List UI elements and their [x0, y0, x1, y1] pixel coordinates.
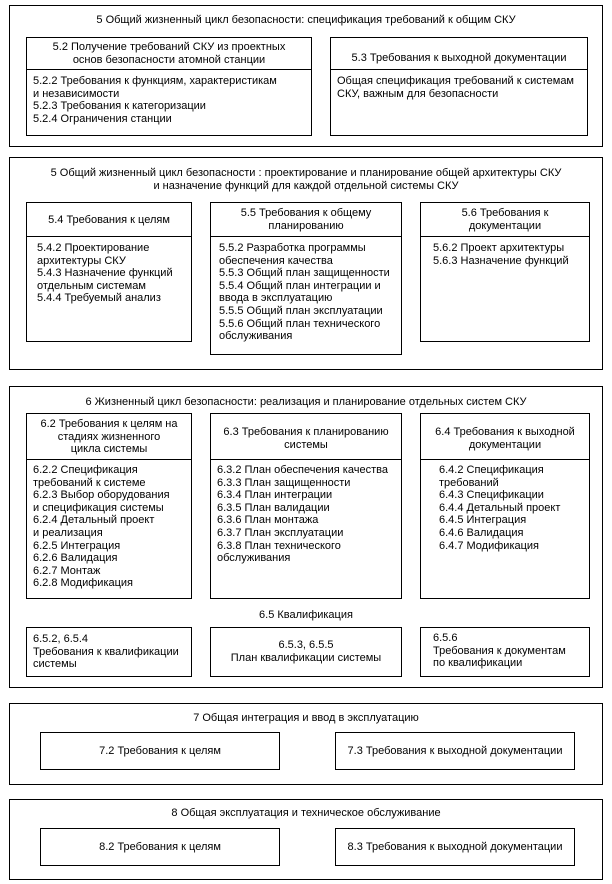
- section-7-integration: [9, 703, 603, 785]
- list-item: 5.5.6 Общий план технического обслуживания: [219, 317, 381, 343]
- box-6-5-2: [26, 627, 192, 677]
- list-item: 6.3.3 План защищенности: [217, 476, 351, 489]
- separator: [211, 459, 401, 460]
- section-6-individual: [9, 386, 603, 688]
- list-item: 6.2.2 Спецификация требований к системе: [33, 464, 146, 489]
- section-5-architecture: [9, 157, 603, 370]
- section-5-specification: [9, 5, 603, 147]
- box-5-2-heading: 5.2 Получение требований СКУ из проектных основ безопасности атомной станции: [52, 41, 286, 66]
- box-5-3-heading: 5.3 Требования к выходной документации: [351, 52, 567, 64]
- separator: [27, 236, 191, 237]
- list-item: 6.4.2 Спецификация требований: [439, 464, 544, 489]
- section-8-operation: [9, 799, 603, 880]
- section-5-specification-title: 5 Общий жизненный цикл безопасности: спецификация требований к общим СКУ: [96, 14, 516, 26]
- box-5-6: [420, 202, 590, 342]
- separator: [421, 459, 589, 460]
- list-item: 5.5.2 Разработка программы обеспечения качества: [219, 242, 366, 267]
- separator: [211, 236, 401, 237]
- separator: [27, 459, 191, 460]
- box-8-3-text: 8.3 Требования к выходной документации: [347, 841, 563, 853]
- box-5-3-body: Общая спецификация требований к системам СКУ, важным для безопасности: [337, 75, 574, 100]
- list-item: 6.4.6 Валидация: [439, 526, 524, 539]
- box-5-4-items: [37, 242, 173, 305]
- list-item: 5.2.3 Требования к категоризации: [33, 100, 206, 113]
- section-7-integration-title: 7 Общая интеграция и ввод в эксплуатацию: [193, 712, 419, 724]
- list-item: 5.4.2 Проектирование архитектуры СКУ: [37, 242, 150, 267]
- separator: [331, 69, 587, 70]
- box-5-5-heading: 5.5 Требования к общему планированию: [240, 207, 372, 232]
- box-6-4: [420, 413, 590, 599]
- box-6-3: [210, 413, 402, 599]
- list-item: 6.4.4 Детальный проект: [439, 501, 561, 514]
- list-item: 6.3.2 План обеспечения качества: [217, 464, 388, 476]
- box-8-2-text: 8.2 Требования к целям: [99, 841, 221, 853]
- list-item: 5.6.2 Проект архитектуры: [433, 242, 565, 254]
- list-item: 6.2.8 Модификация: [33, 577, 134, 590]
- box-5-4-heading: 5.4 Требования к целям: [48, 214, 170, 226]
- box-6-5-3-text: 6.5.3, 6.5.5 План квалификации системы: [230, 639, 382, 664]
- box-7-2: [40, 732, 280, 770]
- qualification-title: 6.5 Квалификация: [259, 609, 353, 621]
- box-5-6-heading: 5.6 Требования к документации: [461, 207, 549, 232]
- box-5-5-items: [219, 242, 390, 343]
- box-6-5-2-text: 6.5.2, 6.5.4 Требования к квалификации системы: [33, 633, 179, 671]
- box-8-3: [335, 828, 575, 866]
- box-5-2-items: [33, 75, 277, 125]
- separator: [27, 69, 311, 70]
- list-item: 5.4.4 Требуемый анализ: [37, 292, 161, 305]
- box-6-5-3: [210, 627, 402, 677]
- list-item: 5.4.3 Назначение функций отдельным системам: [37, 267, 173, 292]
- list-item: 6.4.3 Спецификации: [439, 489, 544, 502]
- list-item: 6.2.4 Детальный проект и реализация: [33, 514, 155, 539]
- list-item: 6.4.7 Модификация: [439, 539, 540, 552]
- list-item: 6.3.6 План монтажа: [217, 514, 319, 527]
- box-5-3: [330, 37, 588, 136]
- box-6-4-heading: 6.4 Требования к выходной документации: [435, 426, 575, 451]
- list-item: 5.5.3 Общий план защищенности: [219, 267, 390, 280]
- list-item: 5.2.2 Требования к функциям, характеристикам и независимости: [33, 75, 277, 100]
- list-item: 5.2.4 Ограничения станции: [33, 112, 172, 125]
- separator: [421, 236, 589, 237]
- box-6-2: [26, 413, 192, 599]
- box-7-2-text: 7.2 Требования к целям: [99, 745, 221, 757]
- box-5-4: [26, 202, 192, 342]
- box-6-3-heading: 6.3 Требования к планированию системы: [223, 426, 389, 451]
- section-8-operation-title: 8 Общая эксплуатация и техническое обслуживание: [171, 807, 441, 819]
- box-6-5-6: [420, 627, 590, 677]
- box-6-5-6-text: 6.5.6 Требования к документам по квалификации: [433, 632, 566, 670]
- list-item: 6.2.6 Валидация: [33, 552, 118, 565]
- list-item: 5.5.4 Общий план интеграции и ввода в эксплуатацию: [219, 279, 381, 305]
- list-item: 6.2.3 Выбор оборудования и спецификация системы: [33, 489, 170, 514]
- box-8-2: [40, 828, 280, 866]
- list-item: 6.4.5 Интеграция: [439, 514, 527, 527]
- list-item: 6.3.5 План валидации: [217, 501, 330, 514]
- box-5-6-items: [433, 242, 569, 267]
- section-5-architecture-title: 5 Общий жизненный цикл безопасности : проектирование и планирование общей архитектуры СКУ и назначение функций для каждой отдельной системы СКУ: [50, 167, 562, 192]
- list-item: 5.5.5 Общий план эксплуатации: [219, 304, 383, 317]
- box-7-3: [335, 732, 575, 770]
- list-item: 6.2.5 Интеграция: [33, 539, 121, 552]
- box-5-2: [26, 37, 312, 136]
- box-5-5: [210, 202, 402, 355]
- box-6-2-heading: 6.2 Требования к целям на стадиях жизненного цикла системы: [40, 418, 178, 456]
- list-item: 6.3.4 План интеграции: [217, 489, 333, 502]
- list-item: 6.2.7 Монтаж: [33, 564, 101, 577]
- box-7-3-text: 7.3 Требования к выходной документации: [347, 745, 563, 757]
- box-6-3-items: [217, 464, 388, 565]
- list-item: 5.6.3 Назначение функций: [433, 254, 569, 267]
- list-item: 6.3.7 План эксплуатации: [217, 526, 344, 539]
- list-item: 6.3.8 План технического обслуживания: [217, 539, 341, 565]
- box-6-2-items: [33, 464, 170, 590]
- box-6-4-items: [439, 464, 560, 552]
- section-6-individual-title: 6 Жизненный цикл безопасности: реализация и планирование отдельных систем СКУ: [85, 396, 527, 408]
